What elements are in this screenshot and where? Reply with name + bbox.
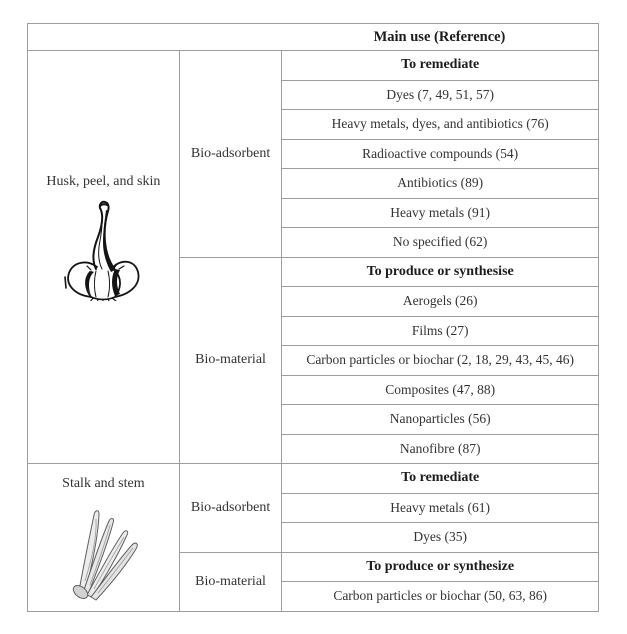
use-cell: No specified (62) <box>282 228 599 258</box>
reference-table <box>27 23 599 612</box>
garlic-bulb-illustration-icon <box>63 199 143 301</box>
use-header-cell: To produce or synthesise <box>282 257 599 287</box>
use-cell: Heavy metals (91) <box>282 198 599 228</box>
use-cell: Nanofibre (87) <box>282 434 599 464</box>
part-cell-stalk-stem <box>28 464 180 612</box>
use-header-cell: To produce or synthesize <box>282 552 599 582</box>
category-label: Bio-material <box>195 352 266 368</box>
category-cell-bio-adsorbent <box>179 464 282 553</box>
table-row <box>28 464 599 494</box>
table-header-cell <box>28 24 599 51</box>
category-label: Bio-adsorbent <box>190 145 271 161</box>
table-header-row <box>28 24 599 51</box>
part-cell-husk-peel-skin <box>28 51 180 464</box>
use-cell: Carbon particles or biochar (50, 63, 86) <box>282 582 599 612</box>
use-cell: Heavy metals, dyes, and antibiotics (76) <box>282 110 599 140</box>
use-cell: Composites (47, 88) <box>282 375 599 405</box>
category-cell-bio-material <box>179 552 282 611</box>
category-label: Bio-adsorbent <box>190 499 271 515</box>
use-cell: Dyes (35) <box>282 523 599 553</box>
main-use-table <box>27 23 599 612</box>
part-label-stalk-stem: Stalk and stem <box>62 475 145 491</box>
part-label-husk-peel-skin: Husk, peel, and skin <box>46 173 161 189</box>
use-cell: Radioactive compounds (54) <box>282 139 599 169</box>
category-cell-bio-material <box>179 257 282 464</box>
category-label: Bio-material <box>195 573 266 589</box>
use-header-cell: To remediate <box>282 464 599 494</box>
stalk-stem-illustration-icon <box>61 501 145 603</box>
category-cell-bio-adsorbent <box>179 51 282 258</box>
table-row <box>28 51 599 81</box>
use-cell: Films (27) <box>282 316 599 346</box>
use-cell: Nanoparticles (56) <box>282 405 599 435</box>
use-cell: Aerogels (26) <box>282 287 599 317</box>
use-header-cell: To remediate <box>282 51 599 81</box>
use-cell: Carbon particles or biochar (2, 18, 29, 43, 45, 46) <box>282 346 599 376</box>
table-header-title: Main use (Reference) <box>373 28 506 45</box>
use-cell: Dyes (7, 49, 51, 57) <box>282 80 599 110</box>
use-cell: Heavy metals (61) <box>282 493 599 523</box>
use-cell: Antibiotics (89) <box>282 169 599 199</box>
